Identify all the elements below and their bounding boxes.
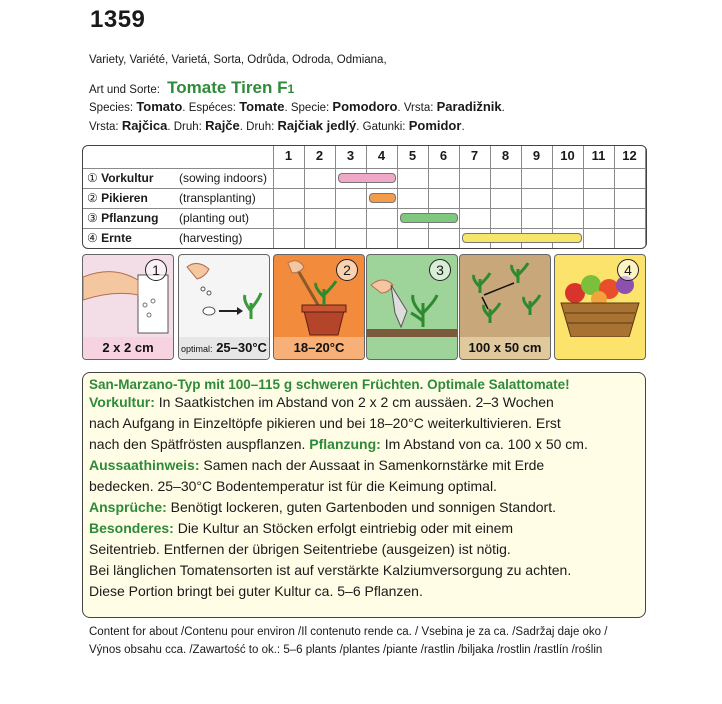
step-number-badge: 1 bbox=[145, 259, 167, 281]
stage-marker: ④ bbox=[87, 231, 98, 245]
description-box bbox=[82, 372, 646, 618]
description-line bbox=[89, 392, 639, 413]
species-value: Tomate bbox=[239, 99, 285, 114]
month-header: 9 bbox=[532, 148, 541, 163]
content-footer-line-2: Výnos obsahu cca. /Zawartość to ok.: 5–6 plants /plantes /piante /rastlin /biljaka /rostlin /rastlín /roślin bbox=[89, 644, 603, 656]
variety-title-line bbox=[89, 78, 294, 98]
stage-bar bbox=[338, 173, 396, 183]
description-line bbox=[89, 518, 639, 539]
stage-english: (harvesting) bbox=[179, 231, 243, 245]
stage-marker: ① bbox=[87, 171, 98, 185]
description-text: In Saatkistchen im Abstand von 2 x 2 cm aussäen. 2–3 Wochen bbox=[154, 394, 554, 410]
month-header: 2 bbox=[315, 148, 324, 163]
panel-caption-text: 18–20°C bbox=[293, 340, 345, 355]
species-label: Gatunki: bbox=[362, 121, 406, 133]
stage-bar bbox=[462, 233, 582, 243]
stage-name: Pikieren bbox=[101, 191, 148, 205]
stage-bar bbox=[369, 193, 396, 203]
species-value: Tomato bbox=[136, 99, 183, 114]
description-text: nach Aufgang in Einzeltöpfe pikieren und bei 18–20°C weiterkultivieren. Erst bbox=[89, 415, 561, 431]
panel-caption-text: 100 x 50 cm bbox=[468, 340, 542, 355]
description-headline: San-Marzano-Typ mit 100–115 g schweren Früchten. Optimale Salattomate! bbox=[89, 377, 570, 392]
panel-caption-text: 25–30°C bbox=[216, 340, 267, 355]
species-value: Pomidor bbox=[408, 118, 462, 133]
step-number-badge: 3 bbox=[429, 259, 451, 281]
stage-name: Ernte bbox=[101, 231, 132, 245]
description-text: Bei länglichen Tomatensorten ist auf verstärkte Kalziumversorgung zu achten. bbox=[89, 562, 572, 578]
panel-caption-small: optimal: bbox=[181, 344, 213, 354]
illustration-panel-2 bbox=[178, 254, 270, 360]
description-line bbox=[89, 434, 639, 455]
species-label: Specie: bbox=[290, 102, 330, 114]
species-label: Vrsta: bbox=[89, 121, 119, 133]
panel-caption bbox=[274, 337, 364, 359]
stage-bar bbox=[400, 213, 458, 223]
description-text: bedecken. 25–30°C Bodentemperatur ist für die Keimung optimal. bbox=[89, 478, 497, 494]
month-header: 6 bbox=[439, 148, 448, 163]
description-text: Samen nach der Aussaat in Samenkornstärke mit Erde bbox=[199, 457, 545, 473]
species-label: Druh: bbox=[173, 121, 202, 133]
grid-line bbox=[83, 208, 646, 209]
stage-name: Vorkultur bbox=[101, 171, 154, 185]
art-label: Art und Sorte: bbox=[89, 84, 160, 96]
step-number-badge: 2 bbox=[336, 259, 358, 281]
stage-english: (planting out) bbox=[179, 211, 250, 225]
description-line bbox=[89, 539, 639, 560]
species-line-1: Species: Tomato. Espéces: Tomate. Specie: Pomodoro. Vrsta: Paradižnik. bbox=[89, 99, 505, 114]
description-line bbox=[89, 476, 639, 497]
species-label: Druh: bbox=[246, 121, 275, 133]
species-label: Vrsta: bbox=[403, 102, 434, 114]
month-header: 7 bbox=[470, 148, 479, 163]
species-value: Rajčica bbox=[121, 118, 168, 133]
description-keyword: Pflanzung: bbox=[309, 436, 381, 452]
stage-row-label bbox=[87, 191, 256, 205]
month-header: 8 bbox=[501, 148, 510, 163]
content-footer-line-1: Content for about /Contenu pour environ /Il contenuto rende ca. / Vsebina je za ca. /Sadržaj daje oko / bbox=[89, 626, 608, 638]
panel-illustration bbox=[460, 255, 550, 337]
description-text: Benötigt lockeren, guten Gartenboden und sonnigen Standort. bbox=[166, 499, 556, 515]
description-line bbox=[89, 455, 639, 476]
panel-caption bbox=[83, 337, 173, 359]
month-header: 12 bbox=[622, 148, 637, 163]
stage-english: (sowing indoors) bbox=[179, 171, 268, 185]
species-value: Rajče bbox=[205, 118, 240, 133]
variety-suffix: 1 bbox=[287, 82, 295, 96]
description-text: Seitentrieb. Entfernen der übrigen Seitentriebe (ausgeizen) ist nötig. bbox=[89, 541, 511, 557]
illustration-panel-1 bbox=[82, 254, 174, 360]
description-keyword: Vorkultur: bbox=[89, 394, 155, 410]
species-label: Species: bbox=[89, 102, 134, 114]
description-text: Die Kultur an Stöcken erfolgt eintriebig oder mit einem bbox=[173, 520, 514, 536]
species-line-2: Vrsta: Rajčica. Druh: Rajče. Druh: Rajčiak jedlý. Gatunki: Pomidor. bbox=[89, 118, 465, 133]
illustration-panel-4 bbox=[366, 254, 458, 360]
description-text: nach den Spätfrösten auspflanzen. bbox=[89, 436, 310, 452]
panel-illustration bbox=[179, 255, 269, 337]
stage-english: (transplanting) bbox=[179, 191, 256, 205]
description-line bbox=[89, 497, 639, 518]
description-keyword: Besonderes: bbox=[89, 520, 174, 536]
species-value: Pomodoro bbox=[332, 99, 398, 114]
illustration-panel-3 bbox=[273, 254, 365, 360]
variety-name: Tomate Tiren F bbox=[167, 78, 288, 97]
stage-marker: ③ bbox=[87, 211, 98, 225]
product-code: 1359 bbox=[90, 6, 146, 33]
month-header: 4 bbox=[377, 148, 386, 163]
grid-line bbox=[645, 146, 646, 248]
description-keyword: Ansprüche: bbox=[89, 499, 167, 515]
month-header: 1 bbox=[284, 148, 293, 163]
description-keyword: Aussaathinweis: bbox=[89, 457, 200, 473]
panel-caption bbox=[460, 337, 550, 359]
panel-caption bbox=[179, 337, 269, 359]
variety-label: Variety, Variété, Varietá, Sorta, Odrůda, Odroda, Odmiana, bbox=[89, 54, 387, 66]
species-label: Espéces: bbox=[188, 102, 236, 114]
month-header: 5 bbox=[408, 148, 417, 163]
month-header: 11 bbox=[591, 148, 606, 163]
species-value: Paradižnik bbox=[436, 99, 502, 114]
stage-row-label bbox=[87, 171, 268, 185]
month-header: 10 bbox=[560, 148, 575, 163]
grid-line bbox=[83, 168, 646, 169]
description-body bbox=[89, 392, 639, 602]
sowing-schedule-table bbox=[82, 145, 647, 249]
description-line bbox=[89, 413, 639, 434]
grid-line bbox=[83, 188, 646, 189]
grid-line bbox=[83, 228, 646, 229]
description-text: Diese Portion bringt bei guter Kultur ca. 5–6 Pflanzen. bbox=[89, 583, 423, 599]
description-line bbox=[89, 560, 639, 581]
stage-row-label bbox=[87, 231, 243, 245]
species-value: Rajčiak jedlý bbox=[277, 118, 357, 133]
stage-name: Pflanzung bbox=[101, 211, 159, 225]
illustration-panel-6 bbox=[554, 254, 646, 360]
stage-row-label bbox=[87, 211, 250, 225]
step-number-badge: 4 bbox=[617, 259, 639, 281]
stage-marker: ② bbox=[87, 191, 98, 205]
panel-caption-text: 2 x 2 cm bbox=[102, 340, 154, 355]
description-text: Im Abstand von ca. 100 x 50 cm. bbox=[380, 436, 588, 452]
illustration-panel-5 bbox=[459, 254, 551, 360]
month-header: 3 bbox=[346, 148, 355, 163]
description-line bbox=[89, 581, 639, 602]
